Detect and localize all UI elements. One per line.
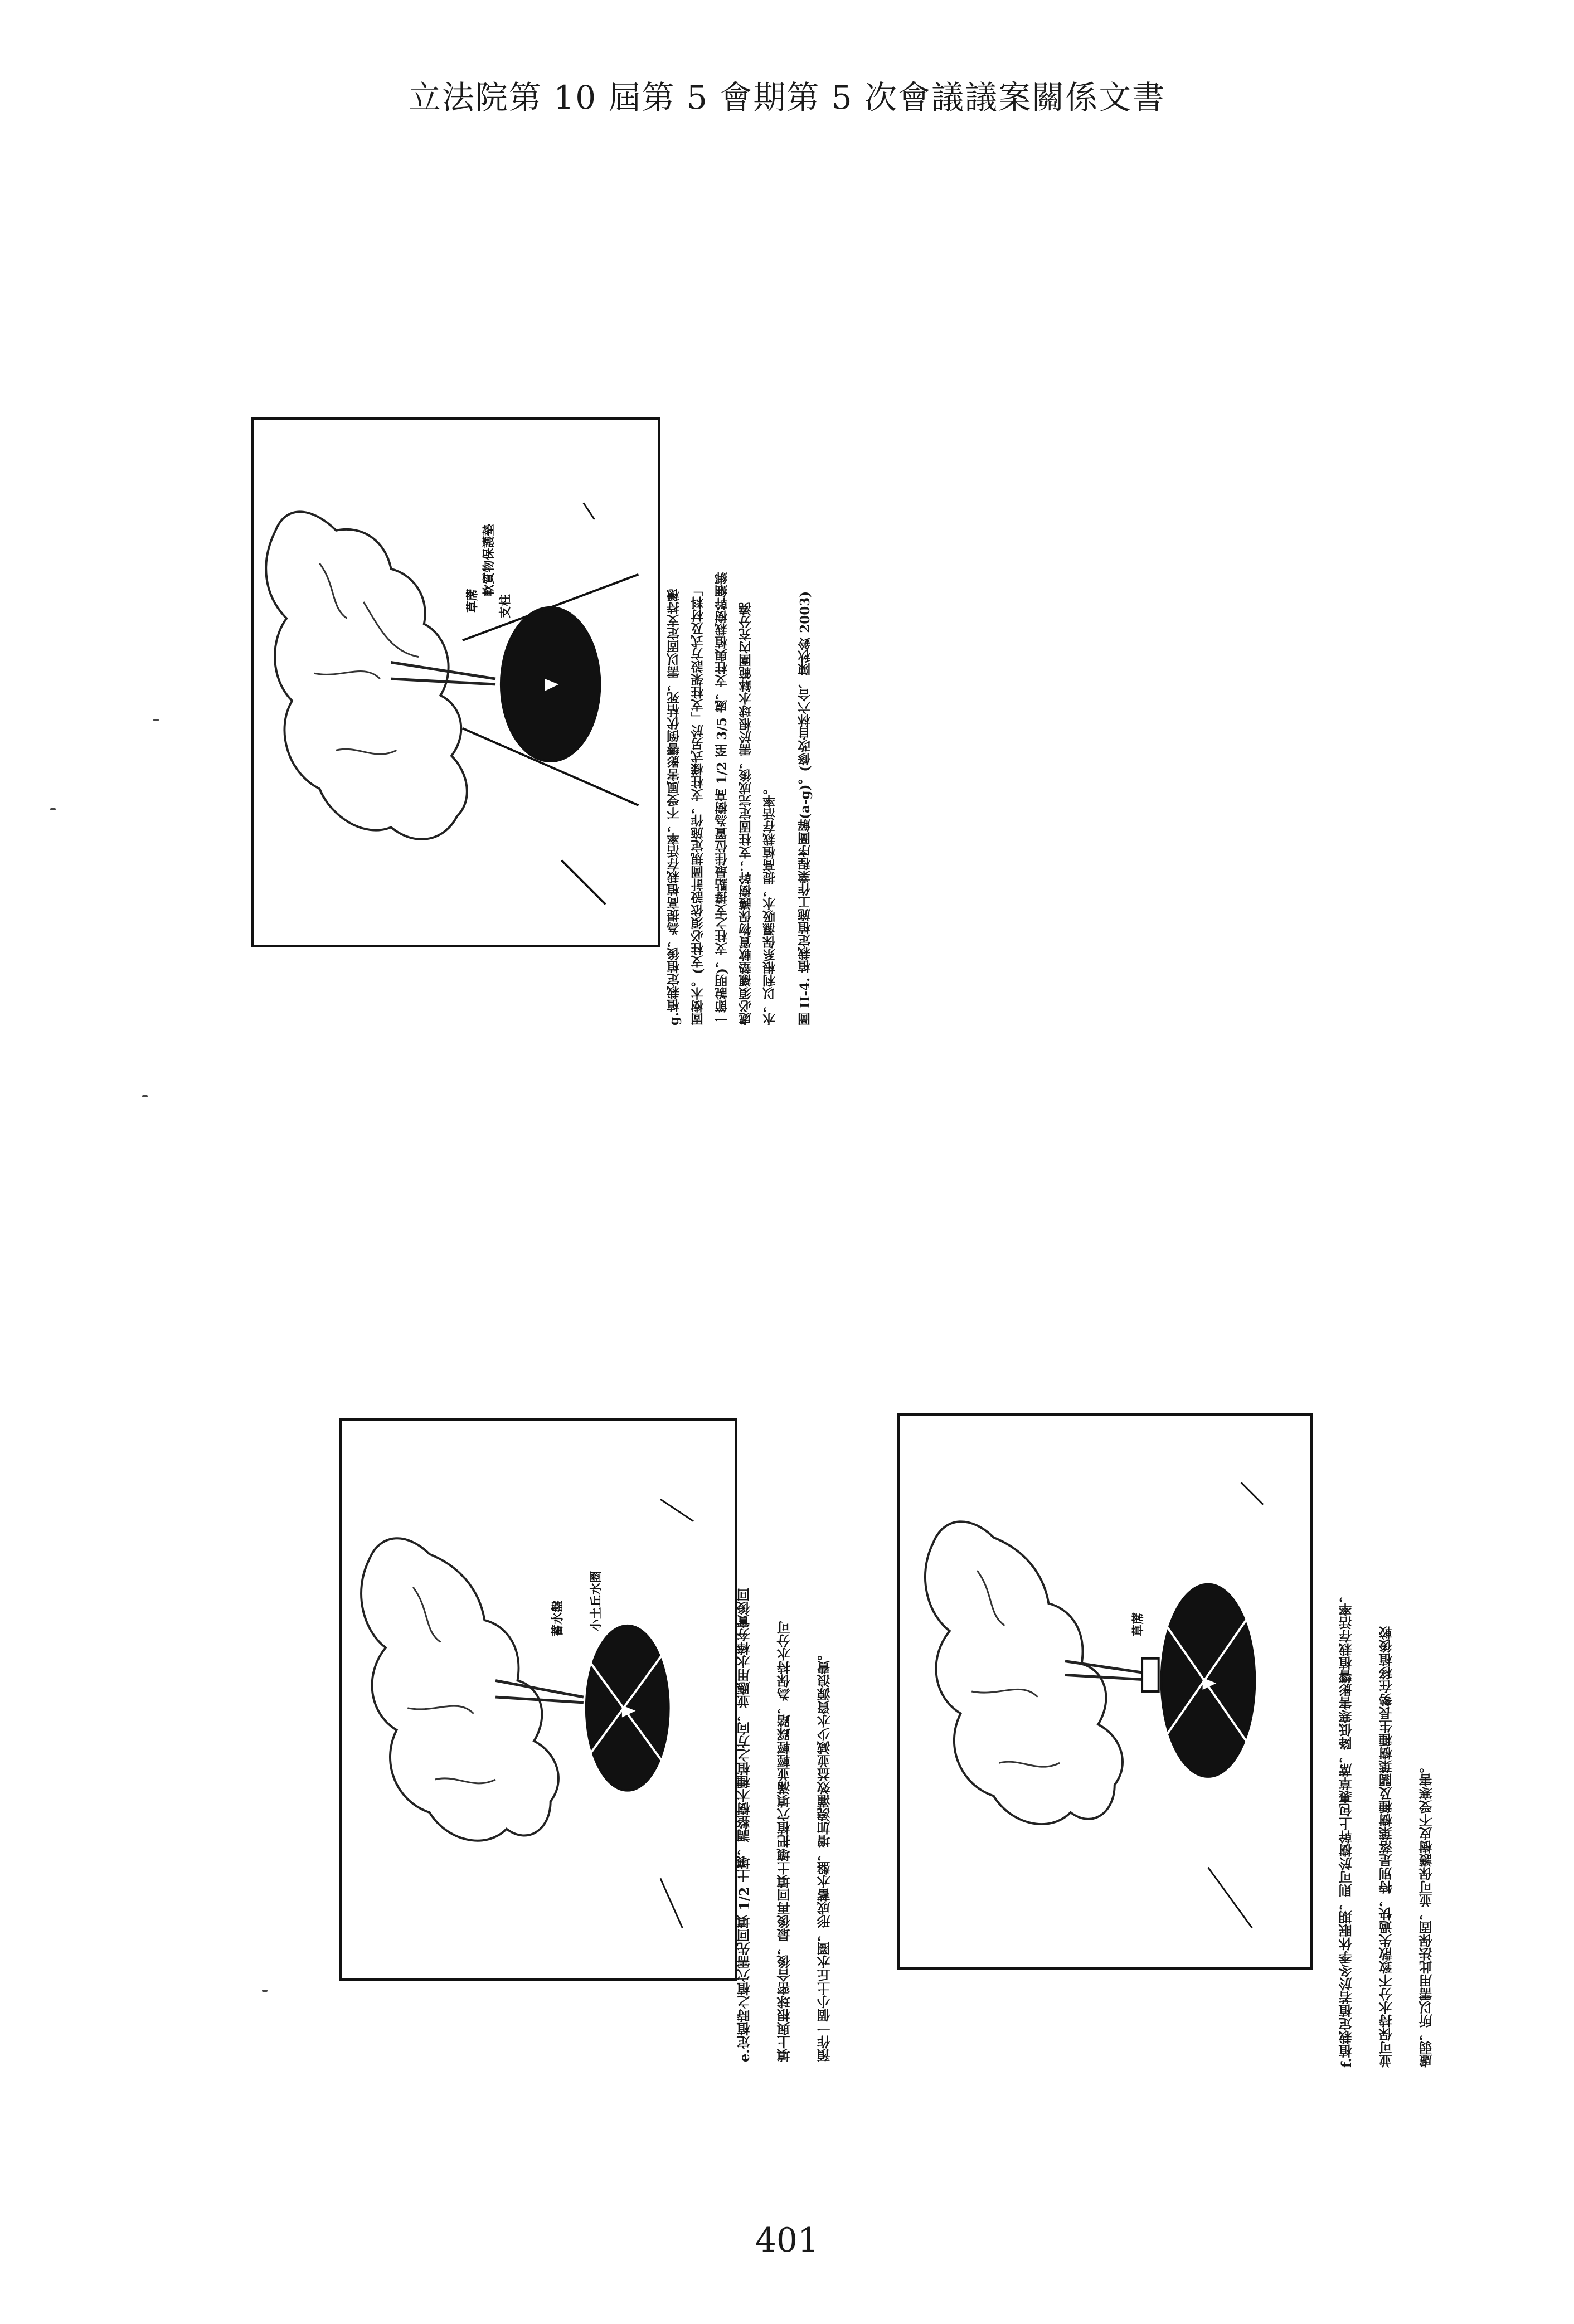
label-straw-mat: 草蓆 [465,589,480,613]
label-straw-mat: 草蓆 [1131,1612,1146,1637]
tree-crown [361,1538,558,1840]
tree-planting-basin-drawing [342,1421,735,1978]
caption-line: 預作一個小土丘水圈，形成蓄水盤，增加澆灌效益並減少水資源浪費。 [817,1647,833,2062]
caption-line: 固樹木。(支柱必須依設計圖規定施作，支柱樣式另於「支柱架設方式及材料」 [691,584,706,1025]
tree-crown [925,1521,1123,1824]
scan-speck [142,1095,148,1097]
figure-g-illustration [251,417,660,947]
label-water-basin: 蓄水盤 [551,1600,565,1637]
figure-f-caption [1327,1326,1447,2068]
caption-line: 填上與根球密合後，最後再回填土壤把植穴填滿並輕輕踩踏，為保持水分可 [776,1621,793,2062]
caption-line: 一節說明)，支柱之支撐點最佳位置為樹高 1/2 至 3/5 處，支柱與植栽樹幹綑綁 [715,572,730,1025]
scan-speck [50,808,56,810]
caption-line: 並可保持水分不致散失過快，特別是落葉樹種及闊葉樹種生長勢在移植後較 [1378,1626,1395,2068]
caption-line: 處必須襯墊軟質物保護樹幹；支柱固定完成後，需於根球水缽範圍內充分澆 [739,602,754,1025]
tree-straw-wrap-drawing [900,1416,1310,1967]
figure-e-illustration [339,1418,737,1981]
caption-line: 水，以利根系保濕吸水，提高植栽存活率。 [762,782,778,1025]
document-header: 立法院第 10 屆第 5 會期第 5 次會議議案關係文書 [408,79,1166,116]
scan-speck [262,1990,268,1992]
page-number: 401 [755,2221,819,2260]
figure-f-illustration [897,1413,1313,1970]
scan-speck [153,719,159,721]
tree-crown [266,512,467,839]
figure-g-caption [662,312,817,1025]
caption-line: e.定植時之植穴需先回填 1/2 土壤，調整樹木種植之方向，並應用水棒夯實後回 [736,1588,752,2062]
label-soft-pad: 軟質物保護墊 [482,523,497,597]
label-soil-mound: 小土丘水圈 [589,1571,604,1631]
caption-line: f.植栽定植若於冬季休眠期，則可於樹幹上包裹草蓆，降低寒害影響植栽存活率， [1338,1589,1354,2068]
caption-line: 虛弱，所以需用此法保固，並可保護樹皮不受寒害。 [1418,1760,1435,2068]
figure-caption: 圖 II-4. 植栽定植施工作業程序圖解(a-g)。(修改自林六合、陳秋鈴 2003) [798,591,813,1025]
tree-trunk [495,1680,584,1702]
tree-with-support-drawing [254,420,658,945]
label-support: 支柱 [498,594,513,619]
tree-trunk [391,662,495,684]
caption-line: g.植栽定植後，為提高植栽存活率，不受風害影響倒伏枯死，需以固定支持穩 [667,589,682,1025]
straw-mat-wrap [1142,1659,1159,1691]
figure-e-caption [725,1338,845,2062]
